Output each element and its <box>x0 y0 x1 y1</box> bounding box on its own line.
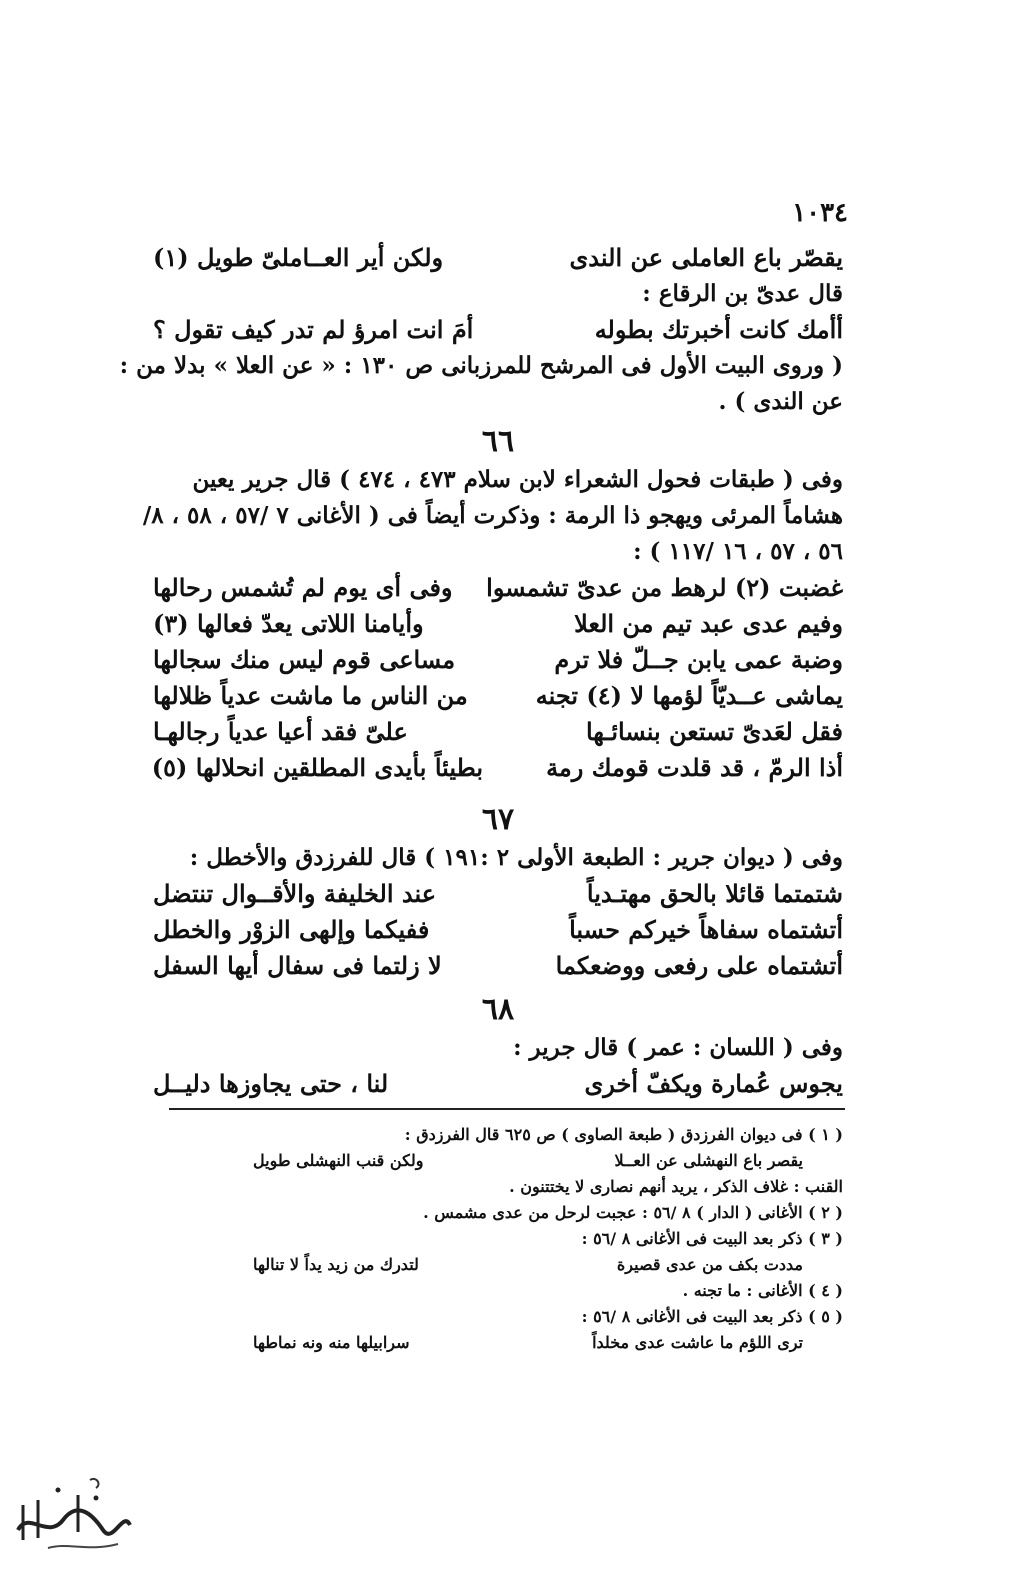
prose-line: وفى ( طبقات فحول الشعراء لابن سلام ٤٧٣ ، ٤٧٤ ) قال جرير يعين <box>192 466 843 493</box>
footnote-gloss: القنب : غلاف الذكر ، يريد أنهم نصارى لا يختتنون . <box>509 1177 843 1196</box>
verse-line <box>153 948 843 984</box>
verse-first-hemistich: مددت بكف من عدى قصيرة <box>616 1255 803 1274</box>
verse-second-hemistich: وأيامنا اللاتى يعدّ فعالها (٣) <box>153 609 424 638</box>
section-68 <box>153 990 843 1102</box>
verse-second-hemistich: لتدرك من زيد يداً لا تنالها <box>253 1255 419 1274</box>
verse-first-hemistich: غضبت (٢) لرهط من عدىّ تشمسوا <box>486 573 843 602</box>
verse-line <box>153 312 843 348</box>
verse-second-hemistich: لا زلتما فى سفال أيها السفل <box>153 951 442 980</box>
verse-line <box>153 912 843 948</box>
verse-first-hemistich: يقصر باع النهشلى عن العــلا <box>614 1151 803 1170</box>
verse-second-hemistich: ولكن قنب النهشلى طويل <box>253 1151 424 1170</box>
verse-line <box>153 714 843 750</box>
section-number: ٦٧ <box>481 802 515 837</box>
footnote-4: ( ٤ ) الأغانى : ما تجنه . <box>682 1281 843 1300</box>
section-67 <box>153 800 843 984</box>
verse-first-hemistich: يقصّر باع العاملى عن الندى <box>569 243 843 272</box>
footnote-verse <box>153 1148 843 1174</box>
section-number: ٦٦ <box>481 424 515 459</box>
prose-line: وفى ( ديوان جرير : الطبعة الأولى ٢ :١٩١ ) قال للفرزدق والأخطل : <box>189 844 843 871</box>
verse-first-hemistich: يماشى عــديّاً لؤمها لا (٤) تجنه <box>535 681 843 710</box>
verse-first-hemistich: ترى اللؤم ما عاشت عدى مخلداً <box>592 1333 803 1352</box>
verse-first-hemistich: أتشتماه سفاهاً خيركم حسباً <box>569 915 843 944</box>
footnote-verse <box>153 1330 843 1356</box>
verse-line <box>153 750 843 786</box>
prose-line: ٥٦ ، ٥٧ ، ١٦ /١١٧ ) : <box>633 538 843 565</box>
page-number: ١٠٣٤ <box>792 198 848 228</box>
verse-first-hemistich: يجوس عُمارة ويكفّ أخرى <box>584 1069 843 1098</box>
verse-first-hemistich: أأمك كانت أخبرتك بطوله <box>594 315 843 344</box>
verse-first-hemistich: وفيم عدى عبد تيم من العلا <box>574 609 843 638</box>
verse-second-hemistich: عند الخليفة والأقــوال تنتضل <box>153 879 437 908</box>
verse-first-hemistich: أتشتماه على رفعى ووضعكما <box>555 951 843 980</box>
footnotes <box>153 1122 843 1356</box>
footnote-divider <box>169 1108 845 1110</box>
prose-line: ( وروى البيت الأول فى المرشح للمرزبانى ص ١٣٠ : « عن العلا » بدلا من : <box>119 352 843 379</box>
verse-second-hemistich: علىّ فقد أعيا عدياً رجالهـا <box>153 717 408 746</box>
verse-line <box>153 876 843 912</box>
verse-second-hemistich: أمَ انت امرؤ لم تدر كيف تقول ؟ <box>153 315 474 344</box>
verse-second-hemistich: مساعى قوم ليس منك سجالها <box>153 645 456 674</box>
section-66 <box>142 422 843 786</box>
prose-line: عن الندى ) . <box>718 388 843 415</box>
footnote-1: ( ١ ) فى ديوان الفرزدق ( طبعة الصاوى ) ص ٦٢٥ قال الفرزدق : <box>404 1125 843 1144</box>
verse-second-hemistich: سرابيلها منه ونه نماطها <box>253 1333 410 1352</box>
prose-line: وفى ( اللسان : عمر ) قال جرير : <box>513 1034 843 1061</box>
verse-line <box>153 678 843 714</box>
verse-line <box>153 570 843 606</box>
verse-second-hemistich: لنا ، حتى يجاوزها دليــل <box>153 1069 389 1098</box>
top-block <box>119 240 843 420</box>
footnote-3: ( ٣ ) ذكر بعد البيت فى الأغانى ٨ /٥٦ : <box>581 1229 843 1248</box>
footnote-5: ( ٥ ) ذكر بعد البيت فى الأغانى ٨ /٥٦ : <box>581 1307 843 1326</box>
publisher-stamp-logo <box>8 1470 138 1565</box>
verse-first-hemistich: وضبة عمى يابن جــلّ فلا ترم <box>554 645 843 674</box>
verse-line <box>153 642 843 678</box>
verse-line <box>153 240 843 276</box>
verse-second-hemistich: من الناس ما ماشت عدياً ظلالها <box>153 681 468 710</box>
verse-second-hemistich: بطيئاً بأيدى المطلقين انحلالها (٥) <box>151 753 483 782</box>
section-number: ٦٨ <box>481 992 515 1027</box>
verse-first-hemistich: أذا الرمّ ، قد قلدت قومك رمة <box>546 753 843 782</box>
footnote-verse <box>153 1252 843 1278</box>
prose-line: قال عدىّ بن الرقاع : <box>642 280 843 307</box>
footnote-2: ( ٢ ) الأغانى ( الدار ) ٨ /٥٦ : عجبت لرحل من عدى مشمس . <box>423 1203 843 1222</box>
verse-second-hemistich: ولكن أير العــاملىّ طويل (١) <box>153 243 444 272</box>
verse-line <box>153 606 843 642</box>
verse-first-hemistich: شتمتما قائلا بالحق مهتـدياً <box>586 879 843 908</box>
verse-second-hemistich: وفى أى يوم لم تُشمس رحالها <box>153 573 453 602</box>
verse-second-hemistich: ففيكما وإلهى الزوْر والخطل <box>153 915 430 944</box>
verse-line <box>153 1066 843 1102</box>
prose-line: هشاماً المرئى ويهجو ذا الرمة : وذكرت أيضاً فى ( الأغانى ٧ /٥٧ ، ٥٨ ، ٨/ <box>142 502 843 529</box>
verse-first-hemistich: فقل لعَدىّ تستعن بنسائـها <box>585 717 843 746</box>
